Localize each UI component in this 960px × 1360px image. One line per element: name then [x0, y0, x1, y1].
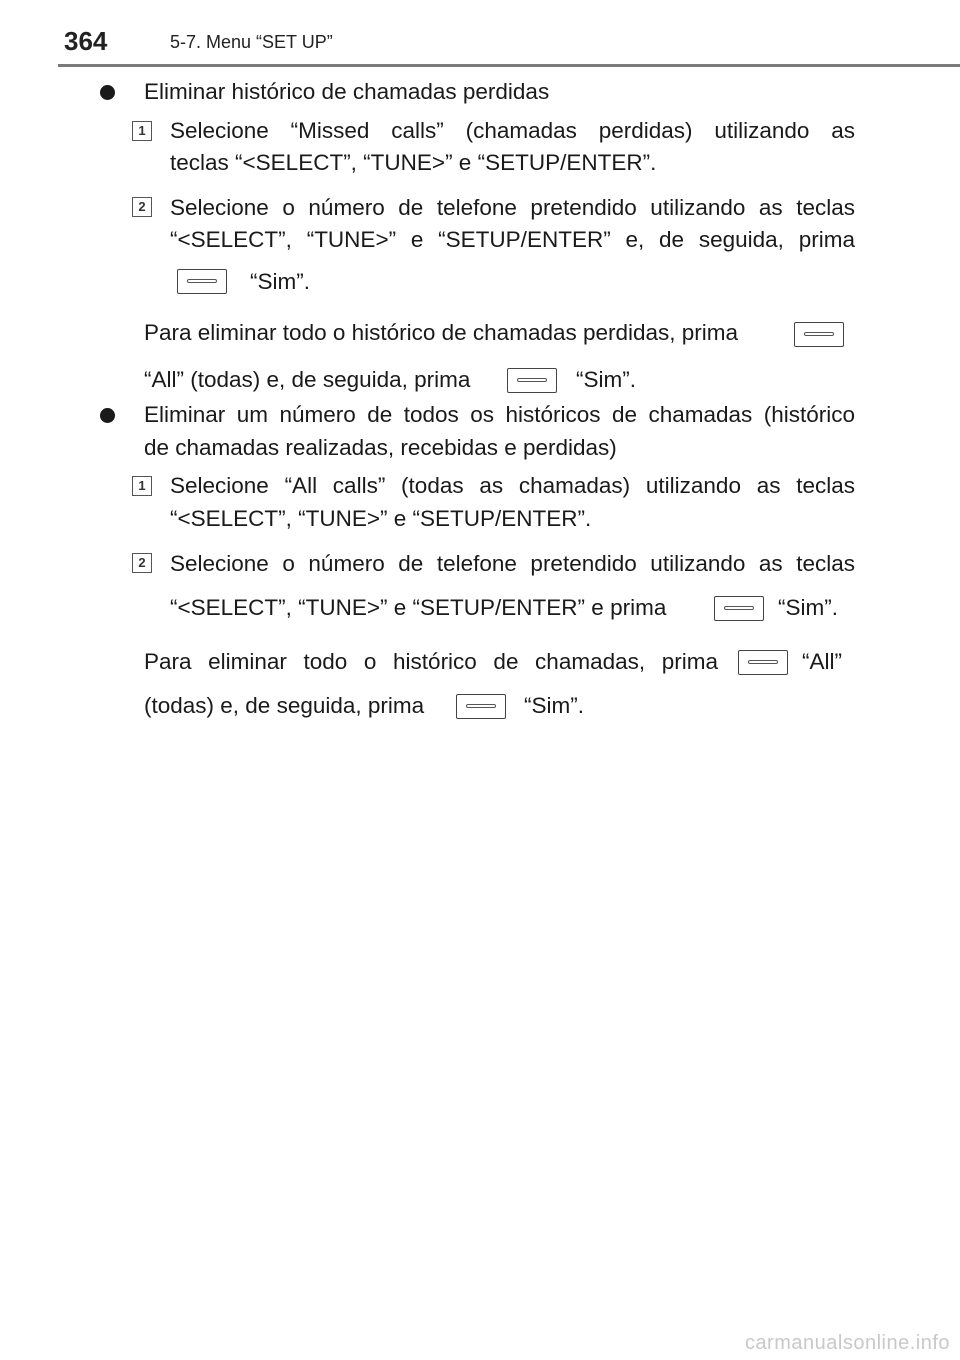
block1-step2-line2: “<SELECT”, “TUNE>” e “SETUP/ENTER” e, de seguida, prima: [170, 227, 855, 252]
block2-note-line1b: “All”: [802, 649, 842, 674]
page-header: [0, 0, 960, 66]
block2-step1-line1: Selecione “All calls” (todas as chamadas) utilizando as teclas: [170, 473, 855, 498]
block2-heading-line1: Eliminar um número de todos os históricos de chamadas (histórico: [144, 402, 855, 427]
block2-note-line2a: (todas) e, de seguida, prima: [144, 693, 425, 718]
bullet-icon: [100, 85, 115, 100]
screen-button-icon: [507, 368, 557, 393]
bullet-icon: [100, 408, 115, 423]
step-number-badge: 2: [132, 197, 152, 217]
block1-step2-line1: Selecione o número de telefone pretendido utilizando as teclas: [170, 195, 855, 220]
screen-button-icon: [794, 322, 844, 347]
watermark: carmanualsonline.info: [744, 1332, 950, 1354]
block2-step2-line2a: “<SELECT”, “TUNE>” e “SETUP/ENTER” e prima: [170, 595, 667, 620]
block2-heading-line2: de chamadas realizadas, recebidas e perdidas): [144, 435, 617, 460]
block1-note-line1: Para eliminar todo o histórico de chamadas perdidas, prima: [144, 320, 739, 345]
block1-note-line2a: “All” (todas) e, de seguida, prima: [144, 367, 471, 392]
block1-step2-line3: “Sim”.: [250, 269, 310, 294]
step-number-badge: 1: [132, 121, 152, 141]
block1-heading: Eliminar histórico de chamadas perdidas: [144, 79, 550, 104]
page-number: 364: [64, 26, 108, 56]
step-number-badge: 1: [132, 476, 152, 496]
screen-button-icon: [456, 694, 506, 719]
block2-note-line2b: “Sim”.: [524, 693, 584, 718]
section-title: 5-7. Menu “SET UP”: [170, 32, 333, 52]
step-number-badge: 2: [132, 553, 152, 573]
block1-note-line2b: “Sim”.: [576, 367, 636, 392]
block2-note-line1a: Para eliminar todo o histórico de chamadas, prima: [144, 649, 718, 674]
screen-button-icon: [714, 596, 764, 621]
block1-step1-line1: Selecione “Missed calls” (chamadas perdidas) utilizando as: [170, 118, 855, 143]
block2-step2-line1: Selecione o número de telefone pretendido utilizando as teclas: [170, 551, 855, 576]
screen-button-icon: [738, 650, 788, 675]
screen-button-icon: [177, 269, 227, 294]
header-rule: [58, 64, 960, 67]
block2-step1-line2: “<SELECT”, “TUNE>” e “SETUP/ENTER”.: [170, 506, 592, 531]
block2-step2-line2b: “Sim”.: [778, 595, 838, 620]
block1-step1-line2: teclas “<SELECT”, “TUNE>” e “SETUP/ENTER”.: [170, 150, 657, 175]
